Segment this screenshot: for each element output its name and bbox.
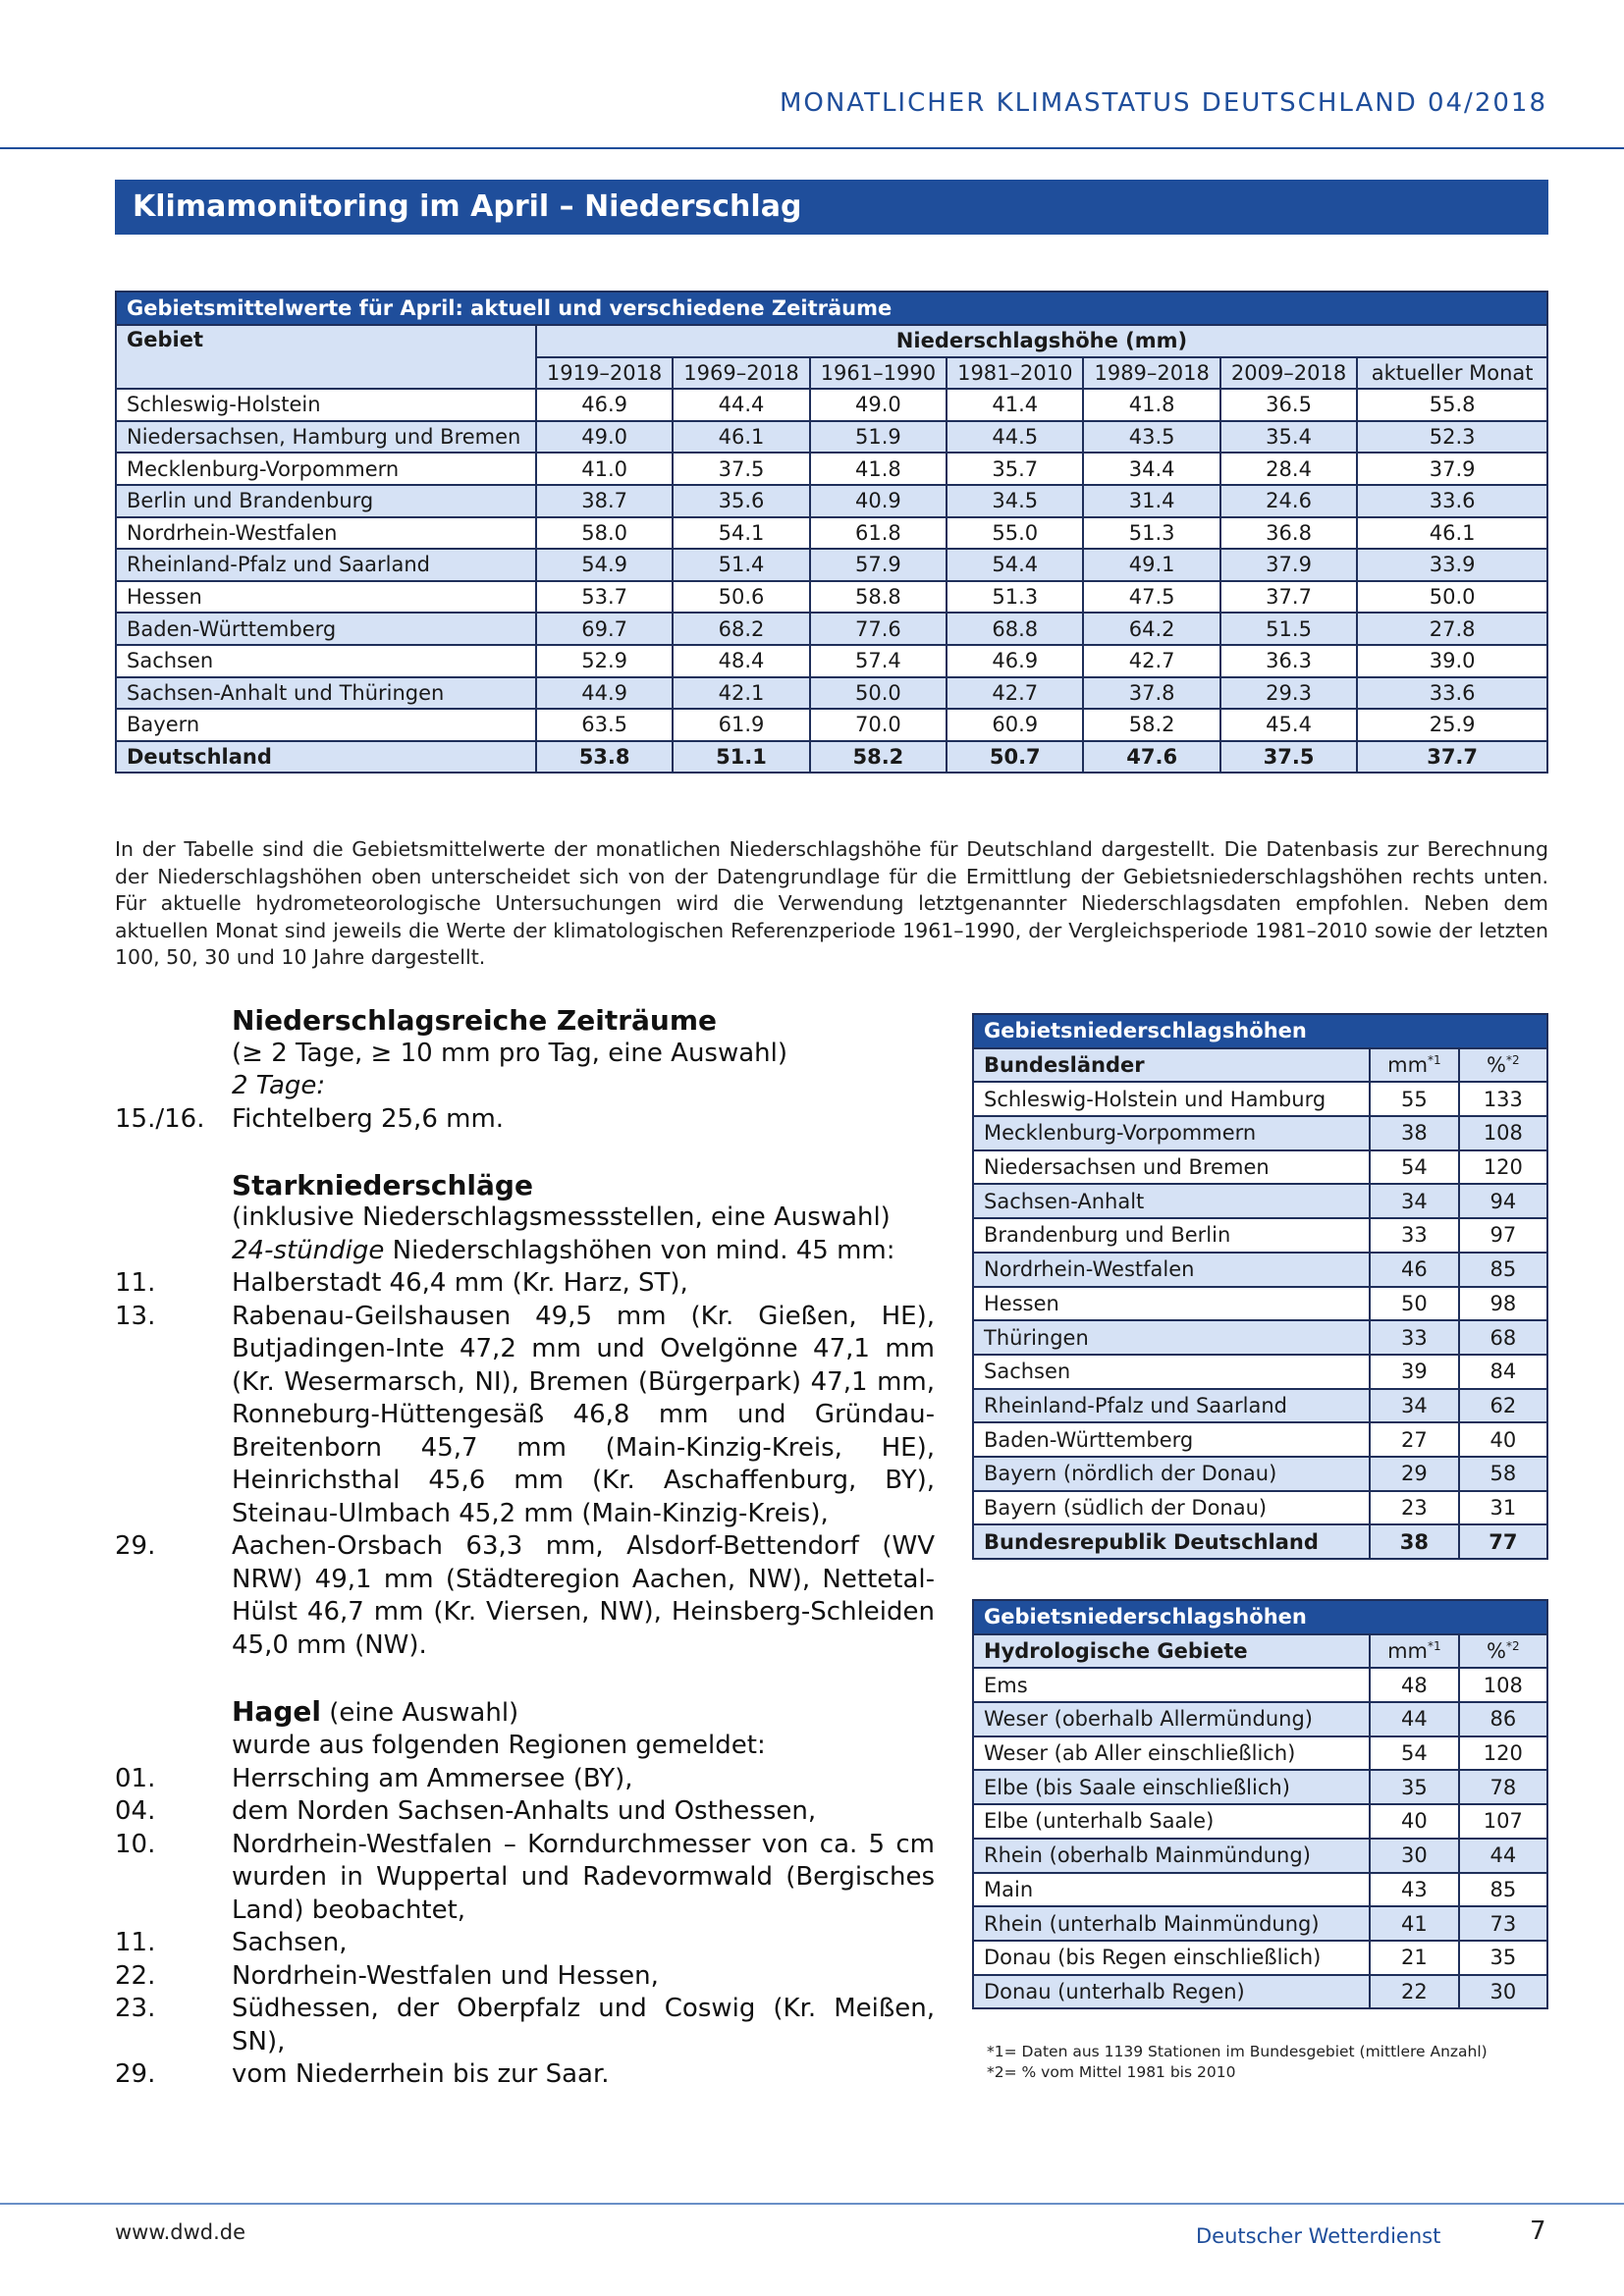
value-cell: 27.8	[1357, 613, 1547, 645]
mm-value: 33	[1370, 1320, 1459, 1355]
value-cell: 61.8	[810, 517, 947, 550]
area-name: Bayern (nördlich der Donau)	[973, 1457, 1370, 1491]
value-cell: 70.0	[810, 709, 947, 741]
value-cell: 54.1	[673, 517, 809, 550]
value-cell: 33.6	[1357, 677, 1547, 710]
period-header: 2009–2018	[1220, 357, 1357, 390]
value-cell: 41.0	[536, 453, 673, 485]
column-header-name: Hydrologische Gebiete	[973, 1634, 1370, 1669]
description-paragraph: In der Tabelle sind die Gebietsmittelwerte der monatlichen Niederschlagshöhe für Deutschland dargestellt. Die Datenbasis zur Berechnung der Niederschlagshöhen oben unterscheidet sich von der Datengrundlage für die Ermittlung der Gebietsniederschlagshöhen rechts unten. Für aktuelle hydrometeorologische Untersuchungen wird die Verwendung letztgenannter Niederschlagsdaten empfohlen. Neben dem aktuellen Monat sind jeweils die Werte der klimatologischen Referenzperiode 1961–1990, der Vergleichsperiode 1981–2010 sowie der letzten 100, 50, 30 und 10 Jahre dargestellt.	[115, 837, 1548, 969]
mm-value: 22	[1370, 1975, 1459, 2009]
pct-value: 44	[1459, 1839, 1547, 1873]
region-name: Hessen	[116, 581, 536, 614]
footer-divider	[0, 2203, 1624, 2205]
region-name: Baden-Württemberg	[116, 613, 536, 645]
footer-url[interactable]: www.dwd.de	[115, 2220, 246, 2244]
mm-value: 55	[1370, 1082, 1459, 1116]
value-cell: 53.7	[536, 581, 673, 614]
table-caption: Gebietsniederschlagshöhen	[973, 1014, 1547, 1048]
area-name: Weser (ab Aller einschließlich)	[973, 1736, 1370, 1771]
value-cell: 50.0	[810, 677, 947, 710]
area-name: Bayern (südlich der Donau)	[973, 1491, 1370, 1525]
column-header-pct: %	[1487, 1639, 1506, 1664]
mm-value: 30	[1370, 1839, 1459, 1873]
event-text: Südhessen, der Oberpfalz und Coswig (Kr. Meißen, SN),	[232, 1994, 935, 2056]
area-name: Schleswig-Holstein und Hamburg	[973, 1082, 1370, 1116]
pct-value: 120	[1459, 1150, 1547, 1185]
value-cell: 44.9	[536, 677, 673, 710]
mm-value: 54	[1370, 1736, 1459, 1771]
pct-value: 77	[1459, 1524, 1547, 1559]
table-row	[116, 581, 1547, 614]
value-cell: 51.5	[1220, 613, 1357, 645]
value-cell: 50.6	[673, 581, 809, 614]
event-item	[115, 1960, 935, 1994]
value-cell: 51.9	[810, 421, 947, 454]
event-item	[115, 1267, 935, 1301]
value-cell: 46.1	[1357, 517, 1547, 550]
pct-value: 58	[1459, 1457, 1547, 1491]
value-cell: 37.5	[673, 453, 809, 485]
hydro-precipitation-table	[972, 1599, 1548, 2009]
value-cell: 35.4	[1220, 421, 1357, 454]
mm-value: 46	[1370, 1253, 1459, 1287]
footnote-marker: *1	[1427, 1639, 1441, 1654]
pct-value: 86	[1459, 1702, 1547, 1736]
value-cell: 60.9	[947, 709, 1083, 741]
footnote-1: *1= Daten aus 1139 Stationen im Bundesgebiet (mittlere Anzahl)	[987, 2043, 1488, 2060]
value-cell: 64.2	[1083, 613, 1219, 645]
area-name: Rhein (oberhalb Mainmündung)	[973, 1839, 1370, 1873]
table-row	[116, 389, 1547, 421]
value-cell: 57.9	[810, 549, 947, 581]
table-row	[973, 1839, 1547, 1873]
table-row	[116, 421, 1547, 454]
value-cell: 46.1	[673, 421, 809, 454]
table-row	[973, 1668, 1547, 1702]
event-text: Fichtelberg 25,6 mm.	[232, 1103, 505, 1134]
pct-value: 40	[1459, 1422, 1547, 1457]
value-cell: 42.7	[1083, 645, 1219, 677]
mm-value: 33	[1370, 1218, 1459, 1253]
pct-value: 107	[1459, 1804, 1547, 1839]
event-text: Aachen-Orsbach 63,3 mm, Alsdorf-Bettendorf (WV NRW) 49,1 mm (Städteregion Aachen, NW), Nettetal-Hülst 46,7 mm (Kr. Viersen, NW), Heinsberg-Schleiden 45,0 mm (NW).	[232, 1531, 935, 1660]
value-cell: 24.6	[1220, 485, 1357, 517]
value-cell: 40.9	[810, 485, 947, 517]
value-cell: 38.7	[536, 485, 673, 517]
value-cell: 34.5	[947, 485, 1083, 517]
table-row	[116, 485, 1547, 517]
area-name: Rhein (unterhalb Mainmündung)	[973, 1906, 1370, 1941]
value-cell: 33.6	[1357, 485, 1547, 517]
event-item	[115, 1530, 935, 1662]
value-cell: 49.1	[1083, 549, 1219, 581]
pct-value: 30	[1459, 1975, 1547, 2009]
value-cell: 46.9	[536, 389, 673, 421]
event-item	[115, 1795, 935, 1829]
mm-value: 23	[1370, 1491, 1459, 1525]
value-cell: 58.2	[1083, 709, 1219, 741]
mm-value: 40	[1370, 1804, 1459, 1839]
mm-value: 44	[1370, 1702, 1459, 1736]
mm-value: 39	[1370, 1355, 1459, 1389]
value-cell: 54.4	[947, 549, 1083, 581]
event-date: 10.	[115, 1829, 156, 1859]
column-header-pct: %	[1487, 1053, 1507, 1078]
table-row	[973, 1116, 1547, 1150]
event-item	[115, 1829, 935, 1928]
table-row	[116, 613, 1547, 645]
area-name: Elbe (bis Saale einschließlich)	[973, 1770, 1370, 1804]
area-name: Thüringen	[973, 1320, 1370, 1355]
value-cell: 50.0	[1357, 581, 1547, 614]
table-row	[973, 1253, 1547, 1287]
state-precipitation-table	[972, 1013, 1548, 1560]
table-row	[116, 709, 1547, 741]
table-row	[973, 1906, 1547, 1941]
table-row	[973, 1873, 1547, 1907]
value-cell: 47.5	[1083, 581, 1219, 614]
footnote-2: *2= % vom Mittel 1981 bis 2010	[987, 2063, 1236, 2081]
mm-value: 43	[1370, 1873, 1459, 1907]
area-name: Elbe (unterhalb Saale)	[973, 1804, 1370, 1839]
value-cell: 37.5	[1220, 741, 1357, 774]
value-cell: 37.7	[1220, 581, 1357, 614]
value-cell: 44.5	[947, 421, 1083, 454]
value-cell: 54.9	[536, 549, 673, 581]
period-header: 1961–1990	[810, 357, 947, 390]
table-row	[973, 1184, 1547, 1218]
event-date: 01.	[115, 1763, 156, 1793]
value-cell: 41.8	[1083, 389, 1219, 421]
subheading-italic: 24-stündige	[232, 1235, 385, 1265]
event-text: Sachsen,	[232, 1928, 348, 1957]
event-item	[115, 1763, 935, 1796]
value-cell: 44.4	[673, 389, 809, 421]
region-name: Schleswig-Holstein	[116, 389, 536, 421]
region-name: Niedersachsen, Hamburg und Bremen	[116, 421, 536, 454]
pct-value: 62	[1459, 1389, 1547, 1423]
region-name: Rheinland-Pfalz und Saarland	[116, 549, 536, 581]
value-cell: 52.9	[536, 645, 673, 677]
area-name: Nordrhein-Westfalen	[973, 1253, 1370, 1287]
mm-value: 27	[1370, 1422, 1459, 1457]
heading-hail: Hagel	[232, 1694, 321, 1728]
mm-value: 38	[1370, 1524, 1459, 1559]
value-cell: 36.3	[1220, 645, 1357, 677]
region-name: Bayern	[116, 709, 536, 741]
pct-value: 108	[1459, 1116, 1547, 1150]
value-cell: 57.4	[810, 645, 947, 677]
pct-value: 94	[1459, 1184, 1547, 1218]
table-row	[973, 1355, 1547, 1389]
heading-heavy-precip: Starkniederschläge	[232, 1168, 533, 1201]
value-cell: 29.3	[1220, 677, 1357, 710]
value-cell: 43.5	[1083, 421, 1219, 454]
value-cell: 49.0	[810, 389, 947, 421]
mm-value: 54	[1370, 1150, 1459, 1185]
subheading: (inklusive Niederschlagsmessstellen, eine Auswahl)	[232, 1202, 891, 1232]
value-cell: 33.9	[1357, 549, 1547, 581]
period-header: 1919–2018	[536, 357, 673, 390]
pct-value: 120	[1459, 1736, 1547, 1771]
table-row	[116, 517, 1547, 550]
table-row	[116, 741, 1547, 774]
value-cell: 55.8	[1357, 389, 1547, 421]
section-banner: Klimamonitoring im April – Niederschlag	[115, 180, 1548, 235]
table-row	[116, 453, 1547, 485]
table-row	[116, 645, 1547, 677]
events-column	[115, 1004, 935, 2092]
pct-value: 108	[1459, 1668, 1547, 1702]
subheading: Niederschlagshöhen von mind. 45 mm:	[384, 1235, 895, 1265]
pct-value: 73	[1459, 1906, 1547, 1941]
area-name: Main	[973, 1873, 1370, 1907]
table-row	[973, 1736, 1547, 1771]
pct-value: 31	[1459, 1491, 1547, 1525]
pct-value: 98	[1459, 1287, 1547, 1321]
area-name: Sachsen	[973, 1355, 1370, 1389]
event-date: 23.	[115, 1994, 156, 2023]
value-cell: 36.5	[1220, 389, 1357, 421]
event-date: 04.	[115, 1796, 156, 1826]
region-name: Deutschland	[116, 741, 536, 774]
table-caption: Gebietsniederschlagshöhen	[973, 1600, 1547, 1634]
footnote-marker: *2	[1506, 1053, 1520, 1068]
subheading-italic: 2 Tage:	[232, 1071, 326, 1100]
column-header-mm: mm	[1387, 1053, 1429, 1078]
value-cell: 52.3	[1357, 421, 1547, 454]
value-cell: 28.4	[1220, 453, 1357, 485]
value-cell: 58.2	[810, 741, 947, 774]
table-row	[973, 1524, 1547, 1559]
value-cell: 35.6	[673, 485, 809, 517]
event-date: 13.	[115, 1301, 156, 1331]
subheading: (≥ 2 Tage, ≥ 10 mm pro Tag, eine Auswahl)	[232, 1038, 788, 1068]
value-cell: 68.8	[947, 613, 1083, 645]
event-date: 22.	[115, 1960, 156, 1991]
event-date: 15./16.	[115, 1103, 205, 1134]
table-row	[116, 549, 1547, 581]
area-name: Bundesrepublik Deutschland	[973, 1524, 1370, 1559]
event-item	[115, 1993, 935, 2058]
mm-value: 21	[1370, 1941, 1459, 1975]
value-cell: 25.9	[1357, 709, 1547, 741]
mm-value: 38	[1370, 1116, 1459, 1150]
value-cell: 51.4	[673, 549, 809, 581]
area-name: Brandenburg und Berlin	[973, 1218, 1370, 1253]
event-item	[115, 1103, 935, 1137]
area-name: Ems	[973, 1668, 1370, 1702]
value-cell: 63.5	[536, 709, 673, 741]
value-cell: 36.8	[1220, 517, 1357, 550]
table-row	[973, 1082, 1547, 1116]
value-cell: 77.6	[810, 613, 947, 645]
period-header: 1989–2018	[1083, 357, 1219, 390]
value-cell: 50.7	[947, 741, 1083, 774]
area-name: Rheinland-Pfalz und Saarland	[973, 1389, 1370, 1423]
table-row	[973, 1389, 1547, 1423]
value-cell: 37.8	[1083, 677, 1219, 710]
value-cell: 39.0	[1357, 645, 1547, 677]
value-cell: 58.0	[536, 517, 673, 550]
value-cell: 58.8	[810, 581, 947, 614]
region-name: Sachsen-Anhalt und Thüringen	[116, 677, 536, 710]
value-cell: 55.0	[947, 517, 1083, 550]
event-date: 29.	[115, 2059, 156, 2089]
table-row	[973, 1457, 1547, 1491]
column-header-mm: mm	[1387, 1639, 1428, 1664]
table-row	[973, 1975, 1547, 2009]
region-name: Mecklenburg-Vorpommern	[116, 453, 536, 485]
area-name: Sachsen-Anhalt	[973, 1184, 1370, 1218]
precipitation-main-table	[115, 291, 1548, 774]
header-title: MONATLICHER KLIMASTATUS DEUTSCHLAND 04/2018	[779, 88, 1547, 118]
page-number: 7	[1530, 2216, 1546, 2246]
value-cell: 31.4	[1083, 485, 1219, 517]
table-row	[973, 1702, 1547, 1736]
region-name: Sachsen	[116, 645, 536, 677]
value-cell: 37.9	[1220, 549, 1357, 581]
value-cell: 69.7	[536, 613, 673, 645]
mm-value: 50	[1370, 1287, 1459, 1321]
period-header: aktueller Monat	[1357, 357, 1547, 390]
event-item	[115, 1927, 935, 1960]
footnote-marker: *2	[1506, 1639, 1520, 1654]
table-row	[973, 1422, 1547, 1457]
pct-value: 97	[1459, 1218, 1547, 1253]
event-text: Herrsching am Ammersee (BY),	[232, 1763, 633, 1793]
mm-value: 35	[1370, 1770, 1459, 1804]
value-cell: 45.4	[1220, 709, 1357, 741]
area-name: Baden-Württemberg	[973, 1422, 1370, 1457]
table-row	[973, 1287, 1547, 1321]
pct-value: 84	[1459, 1355, 1547, 1389]
pct-value: 68	[1459, 1320, 1547, 1355]
pct-value: 35	[1459, 1941, 1547, 1975]
table-row	[973, 1150, 1547, 1185]
event-item	[115, 2058, 935, 2092]
value-cell: 42.7	[947, 677, 1083, 710]
mm-value: 34	[1370, 1389, 1459, 1423]
table-row	[973, 1320, 1547, 1355]
event-text: dem Norden Sachsen-Anhalts und Osthessen,	[232, 1796, 817, 1826]
event-text: Rabenau-Geilshausen 49,5 mm (Kr. Gießen, HE), Butjadingen-Inte 47,2 mm und Ovelgönne 47,1 mm (Kr. Wesermarsch, NI), Bremen (Bürgerpark) 47,1 mm, Ronneburg-Hüttengesäß 46,8 mm und Gründau-Breitenborn 45,7 mm (Main-Kinzig-Kreis, HE), Heinrichsthal 45,6 mm (Kr. Aschaffenburg, BY), Steinau-Ulmbach 45,2 mm (Main-Kinzig-Kreis),	[232, 1301, 935, 1528]
table-row	[973, 1804, 1547, 1839]
value-cell: 49.0	[536, 421, 673, 454]
value-cell: 61.9	[673, 709, 809, 741]
footnotes	[987, 2042, 1488, 2083]
value-cell: 51.1	[673, 741, 809, 774]
table-row	[973, 1770, 1547, 1804]
value-cell: 47.6	[1083, 741, 1219, 774]
area-name: Mecklenburg-Vorpommern	[973, 1116, 1370, 1150]
value-cell: 51.3	[1083, 517, 1219, 550]
event-item	[115, 1301, 935, 1531]
value-cell: 53.8	[536, 741, 673, 774]
mm-value: 48	[1370, 1668, 1459, 1702]
column-header-gebiet: Gebiet	[116, 325, 536, 389]
value-cell: 34.4	[1083, 453, 1219, 485]
event-text: vom Niederrhein bis zur Saar.	[232, 2059, 610, 2089]
event-text: Nordrhein-Westfalen – Korndurchmesser von ca. 5 cm wurden in Wuppertal und Radevormwald (Bergisches Land) beobachtet,	[232, 1829, 935, 1925]
table-row	[973, 1218, 1547, 1253]
footer-organization: Deutscher Wetterdienst	[1196, 2224, 1441, 2248]
value-cell: 42.1	[673, 677, 809, 710]
value-cell: 37.7	[1357, 741, 1547, 774]
value-cell: 68.2	[673, 613, 809, 645]
region-name: Berlin und Brandenburg	[116, 485, 536, 517]
pct-value: 85	[1459, 1253, 1547, 1287]
event-date: 11.	[115, 1928, 156, 1957]
value-cell: 41.8	[810, 453, 947, 485]
heading-heavy-periods: Niederschlagsreiche Zeiträume	[232, 1004, 718, 1037]
subheading: (eine Auswahl)	[320, 1697, 519, 1728]
area-name: Hessen	[973, 1287, 1370, 1321]
subheading: wurde aus folgenden Regionen gemeldet:	[232, 1731, 766, 1760]
event-date: 11.	[115, 1268, 156, 1298]
table-row	[973, 1941, 1547, 1975]
pct-value: 133	[1459, 1082, 1547, 1116]
mm-value: 34	[1370, 1184, 1459, 1218]
mm-value: 41	[1370, 1906, 1459, 1941]
table-caption: Gebietsmittelwerte für April: aktuell und verschiedene Zeiträume	[116, 292, 1547, 325]
event-text: Halberstadt 46,4 mm (Kr. Harz, ST),	[232, 1268, 688, 1298]
column-group-header: Niederschlagshöhe (mm)	[536, 325, 1547, 357]
table-row	[116, 677, 1547, 710]
pct-value: 85	[1459, 1873, 1547, 1907]
header-divider	[0, 147, 1624, 149]
area-name: Donau (unterhalb Regen)	[973, 1975, 1370, 2009]
footnote-marker: *1	[1428, 1053, 1441, 1068]
area-name: Niedersachsen und Bremen	[973, 1150, 1370, 1185]
column-header-name: Bundesländer	[973, 1048, 1370, 1083]
value-cell: 51.3	[947, 581, 1083, 614]
mm-value: 29	[1370, 1457, 1459, 1491]
value-cell: 37.9	[1357, 453, 1547, 485]
pct-value: 78	[1459, 1770, 1547, 1804]
value-cell: 48.4	[673, 645, 809, 677]
value-cell: 41.4	[947, 389, 1083, 421]
value-cell: 46.9	[947, 645, 1083, 677]
period-header: 1969–2018	[673, 357, 809, 390]
region-name: Nordrhein-Westfalen	[116, 517, 536, 550]
area-name: Donau (bis Regen einschließlich)	[973, 1941, 1370, 1975]
event-date: 29.	[115, 1531, 156, 1561]
table-row	[973, 1491, 1547, 1525]
value-cell: 35.7	[947, 453, 1083, 485]
period-header: 1981–2010	[947, 357, 1083, 390]
event-text: Nordrhein-Westfalen und Hessen,	[232, 1960, 659, 1991]
area-name: Weser (oberhalb Allermündung)	[973, 1702, 1370, 1736]
